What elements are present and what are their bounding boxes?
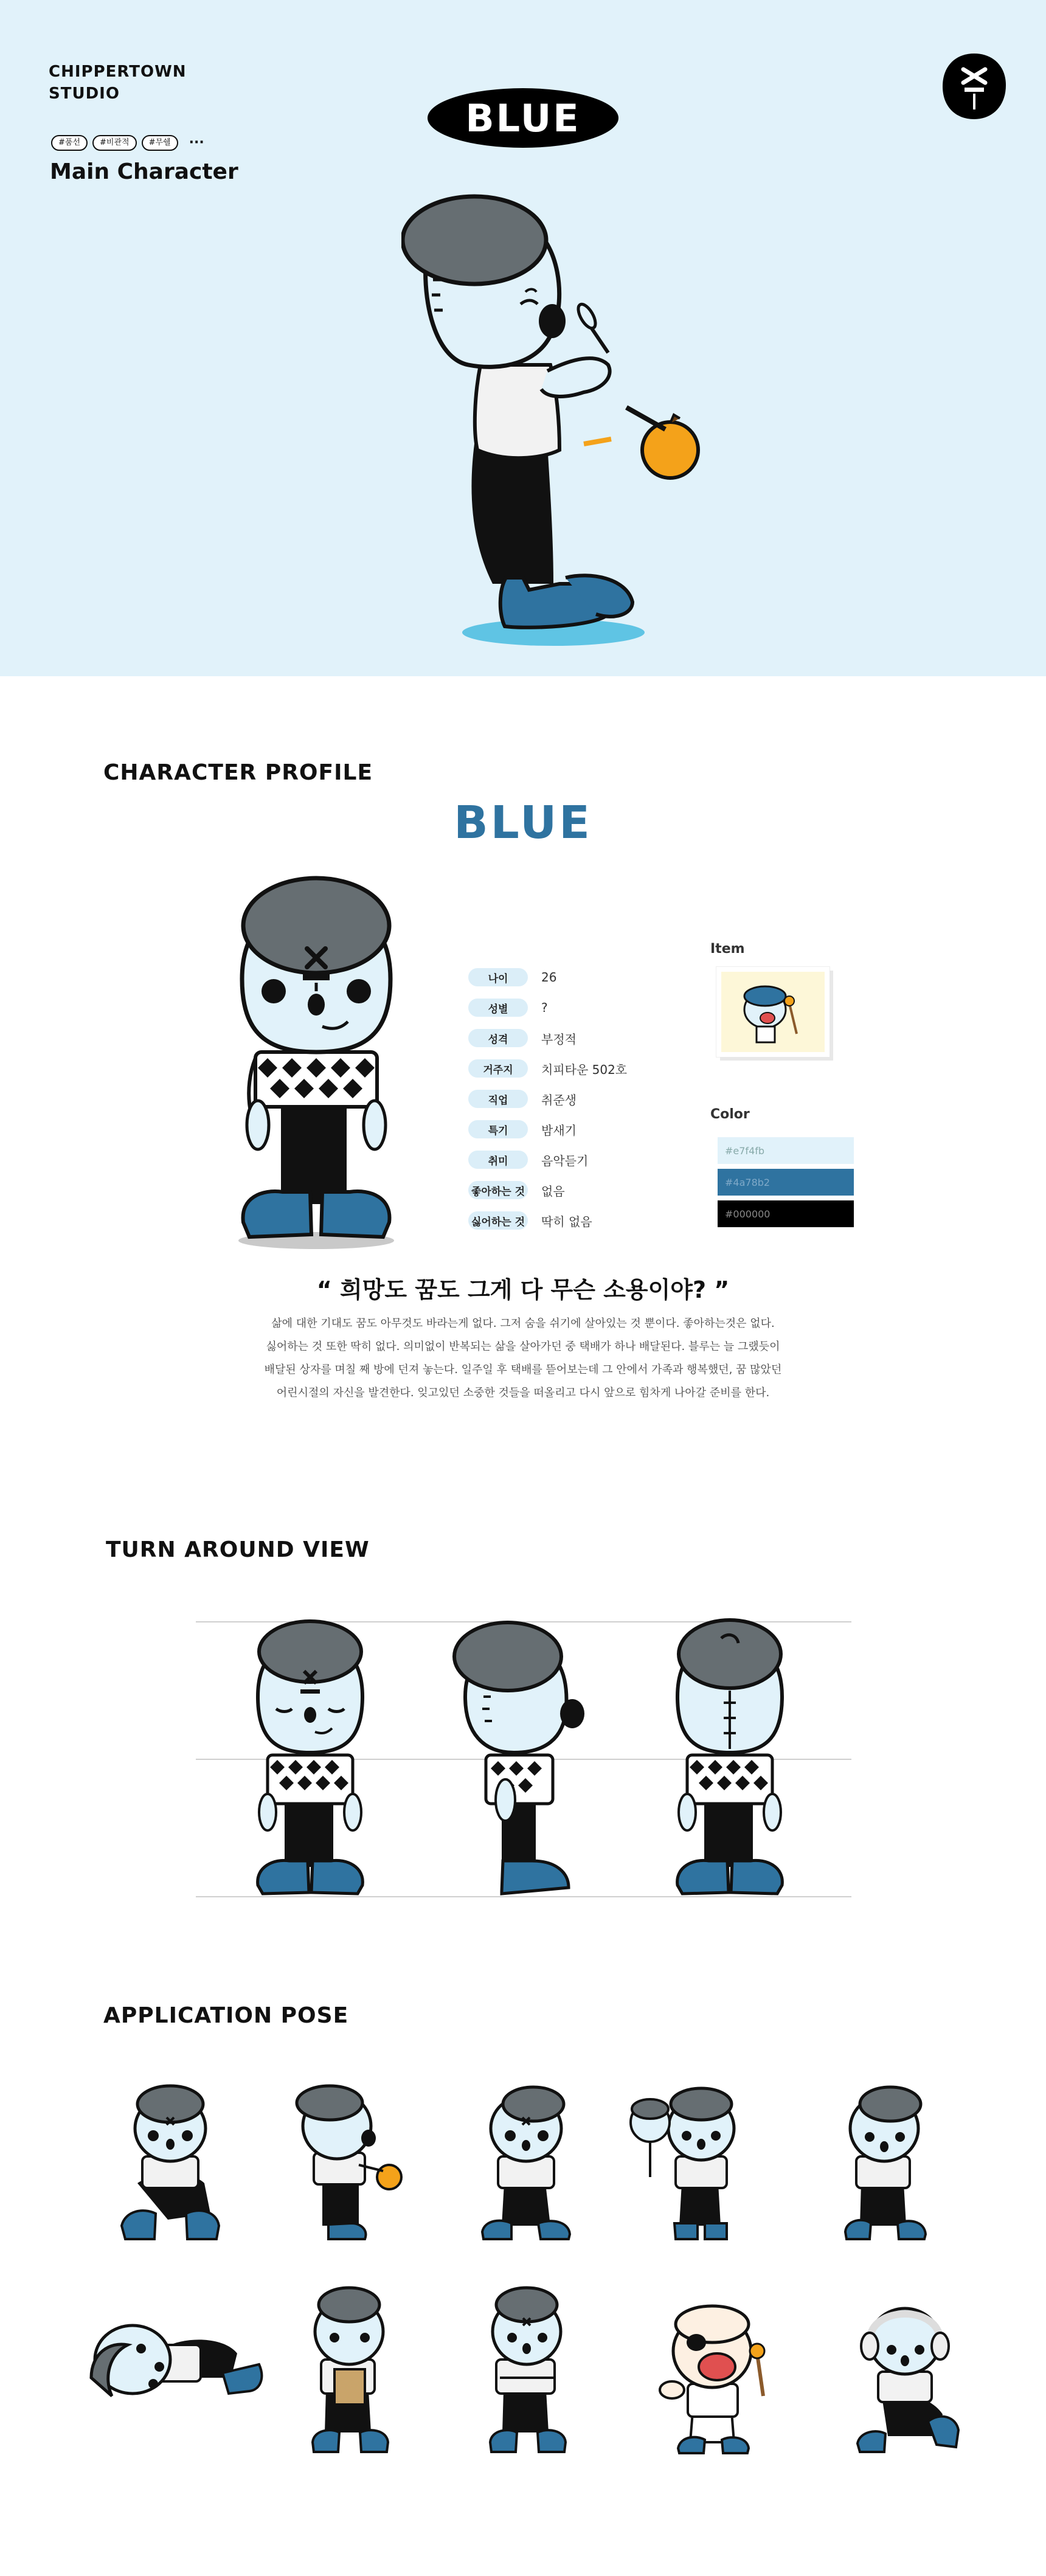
profile-row	[468, 1144, 627, 1175]
story-line: 어린시절의 자신을 발견한다. 잊고있던 소중한 것들을 떠올리고 다시 앞으로 힘차게 나아갈 준비를 한다.	[276, 1387, 770, 1399]
profile-row	[468, 962, 627, 992]
profile-row	[468, 1175, 627, 1205]
profile-row	[468, 1023, 627, 1053]
profile-row	[468, 1205, 627, 1236]
profile-row	[468, 1053, 627, 1084]
item-card[interactable]	[716, 967, 830, 1057]
tag-list	[51, 135, 204, 151]
profile-value: 취준생	[541, 1092, 577, 1107]
pose-arms-crossed	[482, 2280, 573, 2457]
profile-table	[468, 962, 627, 1236]
profile-value: 딱히 없음	[541, 1214, 592, 1229]
section-title: TURN AROUND VIEW	[106, 1537, 370, 1562]
section-title: CHARACTER PROFILE	[103, 760, 373, 785]
main-character-label: Main Character	[50, 159, 238, 184]
profile-label: 나이	[468, 968, 528, 986]
character-name: BLUE	[454, 797, 592, 849]
studio-name: CHIPPERTOWN STUDIO	[49, 63, 187, 103]
profile-row	[468, 992, 627, 1023]
pose-lying-down	[85, 2287, 268, 2420]
more-tags-icon[interactable]: ···	[189, 135, 204, 150]
story-line: 삶에 대한 기대도 꿈도 아무것도 바라는게 없다. 그저 숨을 쉬기에 살아있는 것 뿐이다. 좋아하는것은 없다.	[271, 1317, 775, 1330]
pose-headphones	[851, 2293, 961, 2457]
pose-thinking	[477, 2080, 575, 2244]
profile-label: 취미	[468, 1151, 528, 1169]
profile-value: 치피타운 502호	[541, 1062, 628, 1077]
color-swatch[interactable]: #4a78b2	[718, 1169, 854, 1196]
profile-label: 거주지	[468, 1059, 528, 1078]
profile-label: 성별	[468, 999, 528, 1017]
profile-label: 싫어하는 것	[468, 1211, 528, 1230]
story-line: 배달된 상자를 며칠 째 방에 던져 놓는다. 일주일 후 택배를 뜯어보는데 그 안에서 가족과 행복했던, 꿈 많았던	[264, 1363, 782, 1376]
item-label: Item	[710, 941, 745, 957]
hero-section	[0, 0, 1046, 676]
pose-sitting	[119, 2080, 223, 2244]
pose-walking	[839, 2080, 930, 2244]
profile-value: 부정적	[541, 1031, 577, 1047]
story-line: 싫어하는 것 또한 딱히 없다. 의미없이 반복되는 삶을 살아가던 중 택배가 하나 배달된다. 블루는 늘 그랬듯이	[266, 1340, 780, 1353]
profile-value: ?	[541, 1000, 548, 1015]
hero-character-illustration	[401, 189, 718, 657]
color-swatch[interactable]: #e7f4fb	[718, 1137, 854, 1164]
x-mark-badge-icon	[940, 51, 1008, 122]
profile-label: 성격	[468, 1029, 528, 1047]
character-story	[219, 1312, 827, 1405]
tag-item[interactable]: #비관적	[92, 135, 137, 151]
profile-label: 특기	[468, 1120, 528, 1138]
section-title: APPLICATION POSE	[103, 2003, 349, 2028]
hero-title: BLUE	[428, 88, 618, 148]
color-label: Color	[710, 1107, 750, 1122]
profile-label: 직업	[468, 1090, 528, 1108]
turnaround-front-view	[249, 1618, 371, 1897]
profile-value: 없음	[541, 1183, 565, 1199]
character-quote: “ 희망도 꿈도 그게 다 무슨 소용이야? ”	[316, 1276, 730, 1303]
profile-row	[468, 1084, 627, 1114]
turnaround-side-view	[447, 1618, 593, 1897]
profile-row	[468, 1114, 627, 1144]
tag-item[interactable]: #품선	[51, 135, 88, 151]
front-character-illustration	[231, 870, 401, 1253]
turnaround-back-view	[669, 1618, 791, 1897]
profile-value: 밤새기	[541, 1123, 577, 1138]
profile-value: 음악듣기	[541, 1153, 589, 1168]
pose-holding-box	[304, 2280, 395, 2457]
profile-label: 좋아하는 것	[468, 1181, 528, 1199]
profile-value: 26	[541, 970, 557, 985]
tag-item[interactable]: #무쉘	[142, 135, 178, 151]
pose-orange	[292, 2080, 407, 2244]
color-swatch[interactable]: #000000	[718, 1200, 854, 1227]
pose-child-self	[654, 2293, 781, 2457]
item-character-thumbnail	[716, 967, 830, 1057]
pose-mask	[629, 2080, 751, 2244]
